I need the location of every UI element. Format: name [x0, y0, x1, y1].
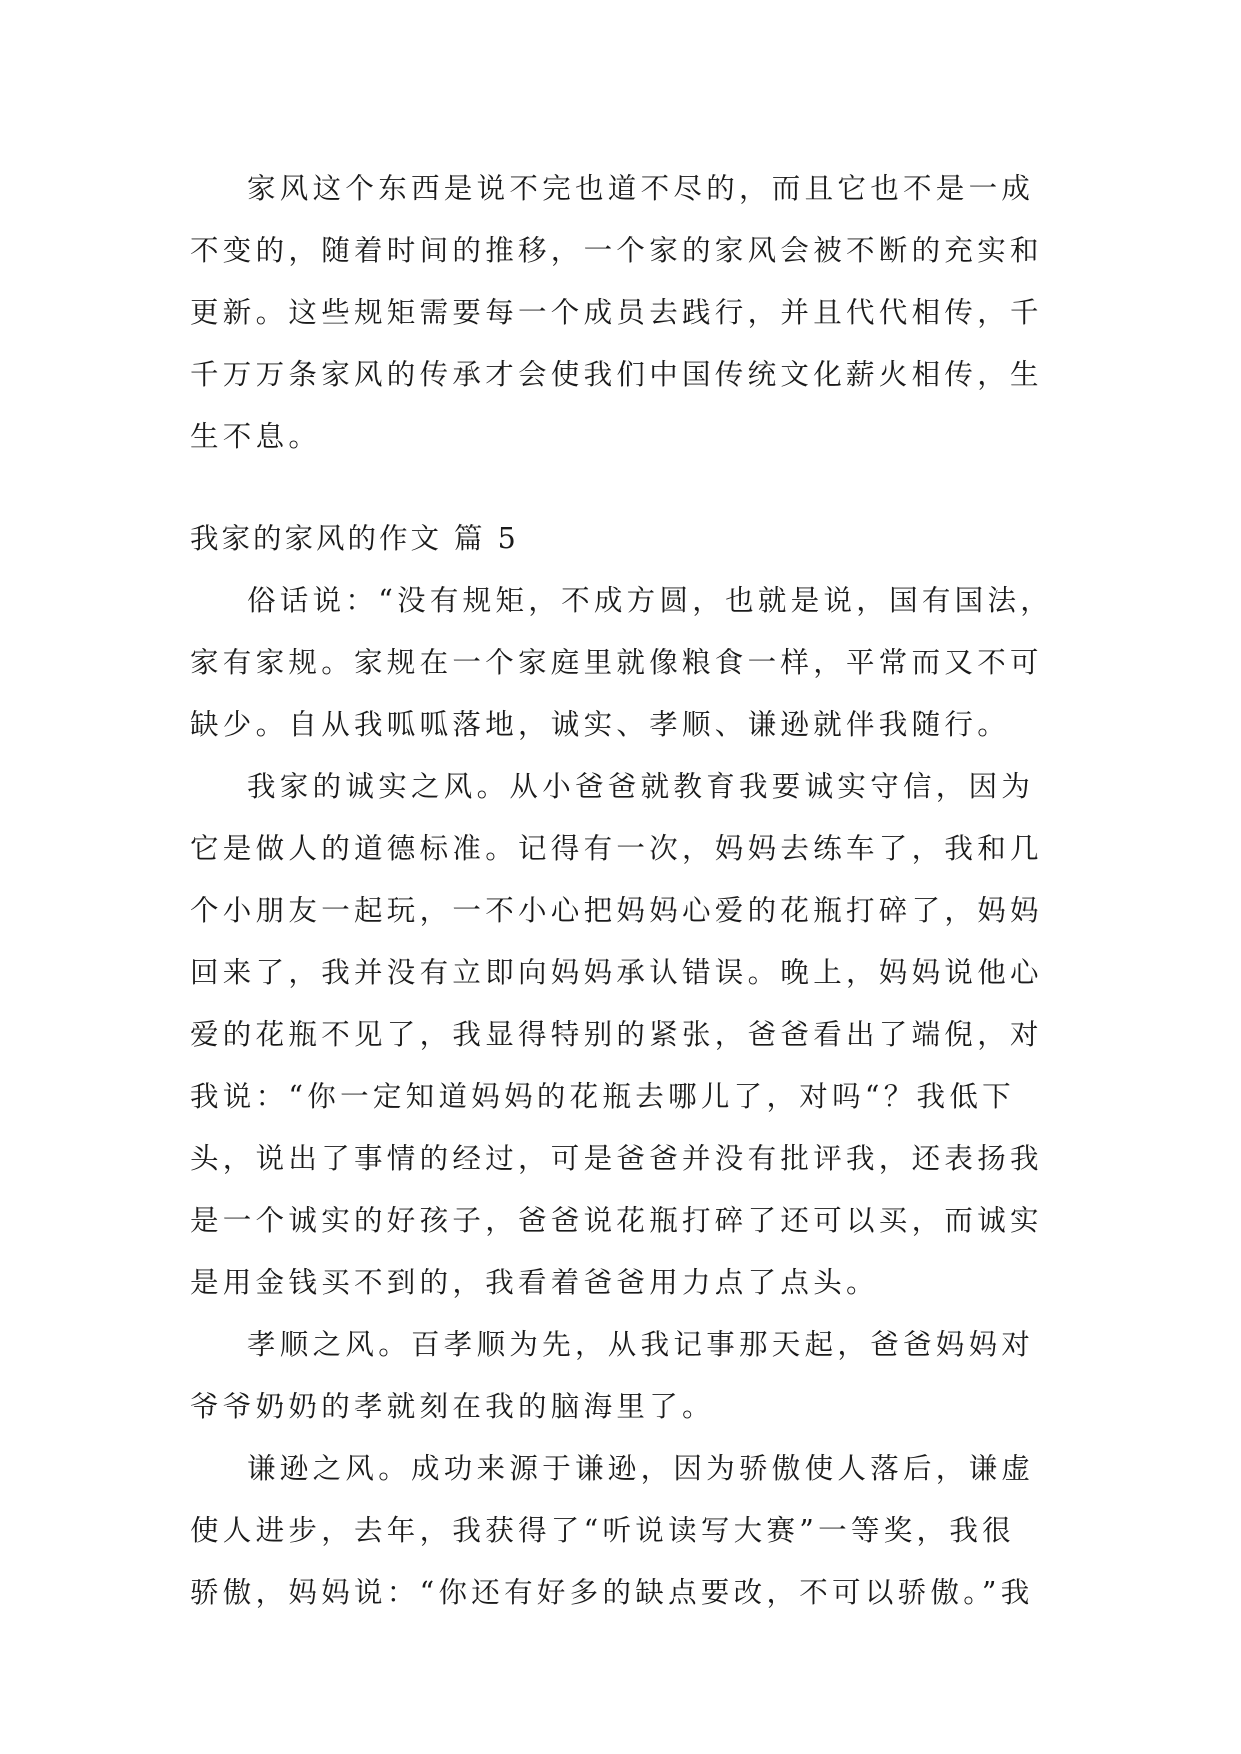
text-line: 是用金钱买不到的，我看着爸爸用力点了点头。	[190, 1266, 879, 1299]
paragraph-proverb	[190, 570, 1052, 756]
text-line: 家有家规。家规在一个家庭里就像粮食一样，平常而又不可	[190, 646, 1043, 679]
essay-heading: 我家的家风的作文 篇 5	[190, 522, 519, 555]
text-line: 我说：“你一定知道妈妈的花瓶去哪儿了，对吗“？我低下	[190, 1080, 1015, 1113]
document-page	[190, 158, 1052, 1624]
text-line: 个小朋友一起玩，一不小心把妈妈心爱的花瓶打碎了，妈妈	[190, 894, 1043, 927]
text-line: 骄傲，妈妈说：“你还有好多的缺点要改，不可以骄傲。”我	[190, 1576, 1034, 1609]
text-line: 生不息。	[190, 420, 322, 453]
text-line: 不变的，随着时间的推移，一个家的家风会被不断的充实和	[190, 234, 1043, 267]
paragraph-honesty	[190, 756, 1052, 1314]
text-line: 谦逊之风。成功来源于谦逊，因为骄傲使人落后，谦虚	[247, 1452, 1035, 1485]
text-line: 回来了，我并没有立即向妈妈承认错误。晚上，妈妈说他心	[190, 956, 1043, 989]
text-line: 头，说出了事情的经过，可是爸爸并没有批评我，还表扬我	[190, 1142, 1043, 1175]
text-line: 使人进步，去年，我获得了“听说读写大赛”一等奖，我很	[190, 1514, 1015, 1547]
text-line: 爱的花瓶不见了，我显得特别的紧张，爸爸看出了端倪，对	[190, 1018, 1043, 1051]
text-line: 爷爷奶奶的孝就刻在我的脑海里了。	[190, 1390, 715, 1423]
text-line: 是一个诚实的好孩子，爸爸说花瓶打碎了还可以买，而诚实	[190, 1204, 1043, 1237]
text-line: 它是做人的道德标准。记得有一次，妈妈去练车了，我和几	[190, 832, 1043, 865]
paragraph-family-tradition-summary	[190, 158, 1052, 468]
paragraph-modesty	[190, 1438, 1052, 1624]
text-line: 缺少。自从我呱呱落地，诚实、孝顺、谦逊就伴我随行。	[190, 708, 1011, 741]
paragraph-filial-piety	[190, 1314, 1052, 1438]
text-line: 更新。这些规矩需要每一个成员去践行，并且代代相传，千	[190, 296, 1043, 329]
text-line: 孝顺之风。百孝顺为先，从我记事那天起，爸爸妈妈对	[247, 1328, 1035, 1361]
text-line: 家风这个东西是说不完也道不尽的，而且它也不是一成	[247, 172, 1035, 205]
text-line: 俗话说：“没有规矩，不成方圆，也就是说，国有国法，	[247, 584, 1054, 617]
text-line: 千万万条家风的传承才会使我们中国传统文化薪火相传，生	[190, 358, 1043, 391]
text-line: 我家的诚实之风。从小爸爸就教育我要诚实守信，因为	[247, 770, 1035, 803]
